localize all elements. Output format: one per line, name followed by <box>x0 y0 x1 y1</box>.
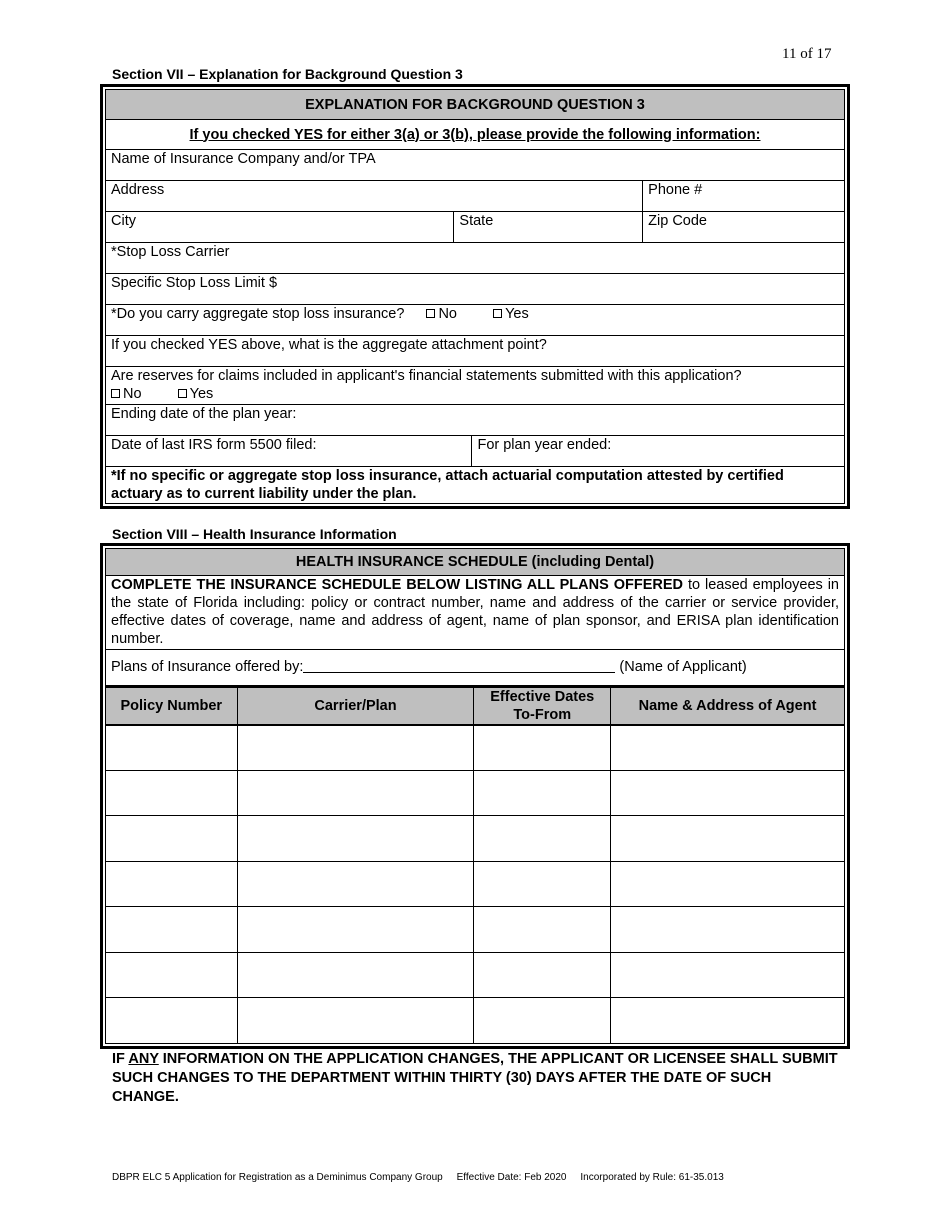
col-agent: Name & Address of Agent <box>611 687 845 725</box>
stop-loss-note: *If no specific or aggregate stop loss insurance, attach actuarial computation attested by certified actuary as to current liability under the plan. <box>106 467 845 504</box>
stop-loss-carrier-field[interactable] <box>106 243 845 274</box>
schedule-cell[interactable] <box>237 952 474 998</box>
name-of-applicant-label: (Name of Applicant) <box>619 659 747 676</box>
change-warning: IF ANY INFORMATION ON THE APPLICATION CHANGES, THE APPLICANT OR LICENSEE SHALL SUBMIT SUCH CHANGES TO THE DEPARTMENT WITHIN THIRTY (30) DAYS AFTER THE DATE OF SUCH CHANGE. <box>112 1051 838 1105</box>
footer-form-name: DBPR ELC 5 Application for Registration as a Deminimus Company Group <box>112 1172 443 1183</box>
plans-offered-label: Plans of Insurance offered by: <box>111 659 304 676</box>
form-footer <box>112 1172 724 1183</box>
phone-field[interactable] <box>643 181 845 212</box>
reserves-yes-checkbox[interactable] <box>178 389 187 398</box>
col-carrier-plan: Carrier/Plan <box>237 687 474 725</box>
aggregate-yes-label: Yes <box>505 306 529 322</box>
background-question-table <box>105 89 845 504</box>
reserves-yes-label: Yes <box>189 386 214 402</box>
table-row <box>106 770 845 816</box>
reserves-no-label: No <box>123 386 142 402</box>
state-label: State <box>459 213 494 229</box>
plan-year-ended-field[interactable] <box>472 436 845 467</box>
table-row <box>106 816 845 862</box>
schedule-cell[interactable] <box>474 861 611 907</box>
section-8-header: HEALTH INSURANCE SCHEDULE (including Dental) <box>106 549 845 576</box>
table-row <box>106 998 845 1044</box>
schedule-cell[interactable] <box>106 907 238 953</box>
aggregate-no-checkbox[interactable] <box>426 309 435 318</box>
state-field[interactable] <box>454 212 643 243</box>
section-7-header: EXPLANATION FOR BACKGROUND QUESTION 3 <box>106 90 845 120</box>
ending-date-label: Ending date of the plan year: <box>111 406 297 422</box>
schedule-cell[interactable] <box>611 907 845 953</box>
schedule-cell[interactable] <box>474 907 611 953</box>
schedule-cell[interactable] <box>106 998 238 1044</box>
section-7-title: Section VII – Explanation for Background Question 3 <box>112 66 463 82</box>
schedule-cell[interactable] <box>237 998 474 1044</box>
schedule-cell[interactable] <box>237 907 474 953</box>
ending-date-field[interactable] <box>106 405 845 436</box>
table-row <box>106 952 845 998</box>
schedule-cell[interactable] <box>237 770 474 816</box>
irs-form-label: Date of last IRS form 5500 filed: <box>111 437 317 453</box>
address-label: Address <box>111 182 165 198</box>
aggregate-yes-checkbox[interactable] <box>493 309 502 318</box>
specific-limit-label: Specific Stop Loss Limit $ <box>111 275 278 291</box>
insurance-company-label: Name of Insurance Company and/or TPA <box>111 151 376 167</box>
schedule-cell[interactable] <box>474 952 611 998</box>
aggregate-no-label: No <box>438 306 457 322</box>
schedule-cell[interactable] <box>611 725 845 771</box>
schedule-cell[interactable] <box>611 998 845 1044</box>
table-row <box>106 861 845 907</box>
schedule-cell[interactable] <box>106 770 238 816</box>
city-label: City <box>111 213 136 229</box>
schedule-body <box>106 725 845 1044</box>
city-field[interactable] <box>106 212 454 243</box>
schedule-instruction <box>106 576 845 650</box>
schedule-cell[interactable] <box>611 952 845 998</box>
address-field[interactable] <box>106 181 643 212</box>
col-policy-number: Policy Number <box>106 687 238 725</box>
reserves-question-row <box>106 367 845 405</box>
schedule-instruction-bold: COMPLETE THE INSURANCE SCHEDULE BELOW LISTING ALL PLANS OFFERED <box>111 577 683 593</box>
irs-form-field[interactable] <box>106 436 472 467</box>
warning-any: ANY <box>128 1051 159 1067</box>
table-row <box>106 907 845 953</box>
plan-year-ended-label: For plan year ended: <box>477 437 612 453</box>
section-7-form <box>100 84 850 509</box>
applicant-name-input[interactable] <box>303 658 615 673</box>
footer-rule: Incorporated by Rule: 61-35.013 <box>580 1172 724 1183</box>
reserves-question: Are reserves for claims included in applicant's financial statements submitted with this application? <box>111 368 742 384</box>
schedule-cell[interactable] <box>106 816 238 862</box>
phone-label: Phone # <box>648 182 703 198</box>
reserves-no-checkbox[interactable] <box>111 389 120 398</box>
plans-offered-row <box>106 650 845 686</box>
aggregate-question-row <box>106 305 845 336</box>
schedule-instruction-text: to leased employees in the state of Florida including: policy or contract number, name and address of the carrier or service provider, effective dates of coverage, name and address of agent, name of plan sponsor, and ERISA plan identification number. <box>111 577 839 647</box>
schedule-cell[interactable] <box>611 816 845 862</box>
section-8-title: Section VIII – Health Insurance Information <box>112 526 397 542</box>
col-effective-dates: Effective Dates To-From <box>474 687 611 725</box>
schedule-cell[interactable] <box>237 816 474 862</box>
page-number: 11 of 17 <box>782 46 832 62</box>
schedule-cell[interactable] <box>237 861 474 907</box>
section-7-instruction: If you checked YES for either 3(a) or 3(b), please provide the following information: <box>106 120 845 150</box>
insurance-schedule-table <box>105 687 845 1044</box>
footer-effective-date: Effective Date: Feb 2020 <box>456 1172 567 1183</box>
schedule-header-row <box>106 687 845 725</box>
schedule-cell[interactable] <box>474 725 611 771</box>
zip-field[interactable] <box>643 212 845 243</box>
table-row <box>106 725 845 771</box>
schedule-cell[interactable] <box>474 998 611 1044</box>
stop-loss-carrier-label: *Stop Loss Carrier <box>111 244 230 260</box>
schedule-cell[interactable] <box>611 770 845 816</box>
attachment-point-label: If you checked YES above, what is the aggregate attachment point? <box>111 337 547 353</box>
zip-label: Zip Code <box>648 213 707 229</box>
specific-limit-field[interactable] <box>106 274 845 305</box>
insurance-company-field[interactable] <box>106 150 845 181</box>
aggregate-question: *Do you carry aggregate stop loss insurance? <box>111 306 405 322</box>
schedule-cell[interactable] <box>106 952 238 998</box>
schedule-cell[interactable] <box>474 816 611 862</box>
health-insurance-intro <box>105 548 845 687</box>
schedule-cell[interactable] <box>106 725 238 771</box>
attachment-point-field[interactable] <box>106 336 845 367</box>
schedule-cell[interactable] <box>237 725 474 771</box>
section-8-form <box>100 543 850 1049</box>
schedule-cell[interactable] <box>106 861 238 907</box>
schedule-cell[interactable] <box>611 861 845 907</box>
schedule-cell[interactable] <box>474 770 611 816</box>
